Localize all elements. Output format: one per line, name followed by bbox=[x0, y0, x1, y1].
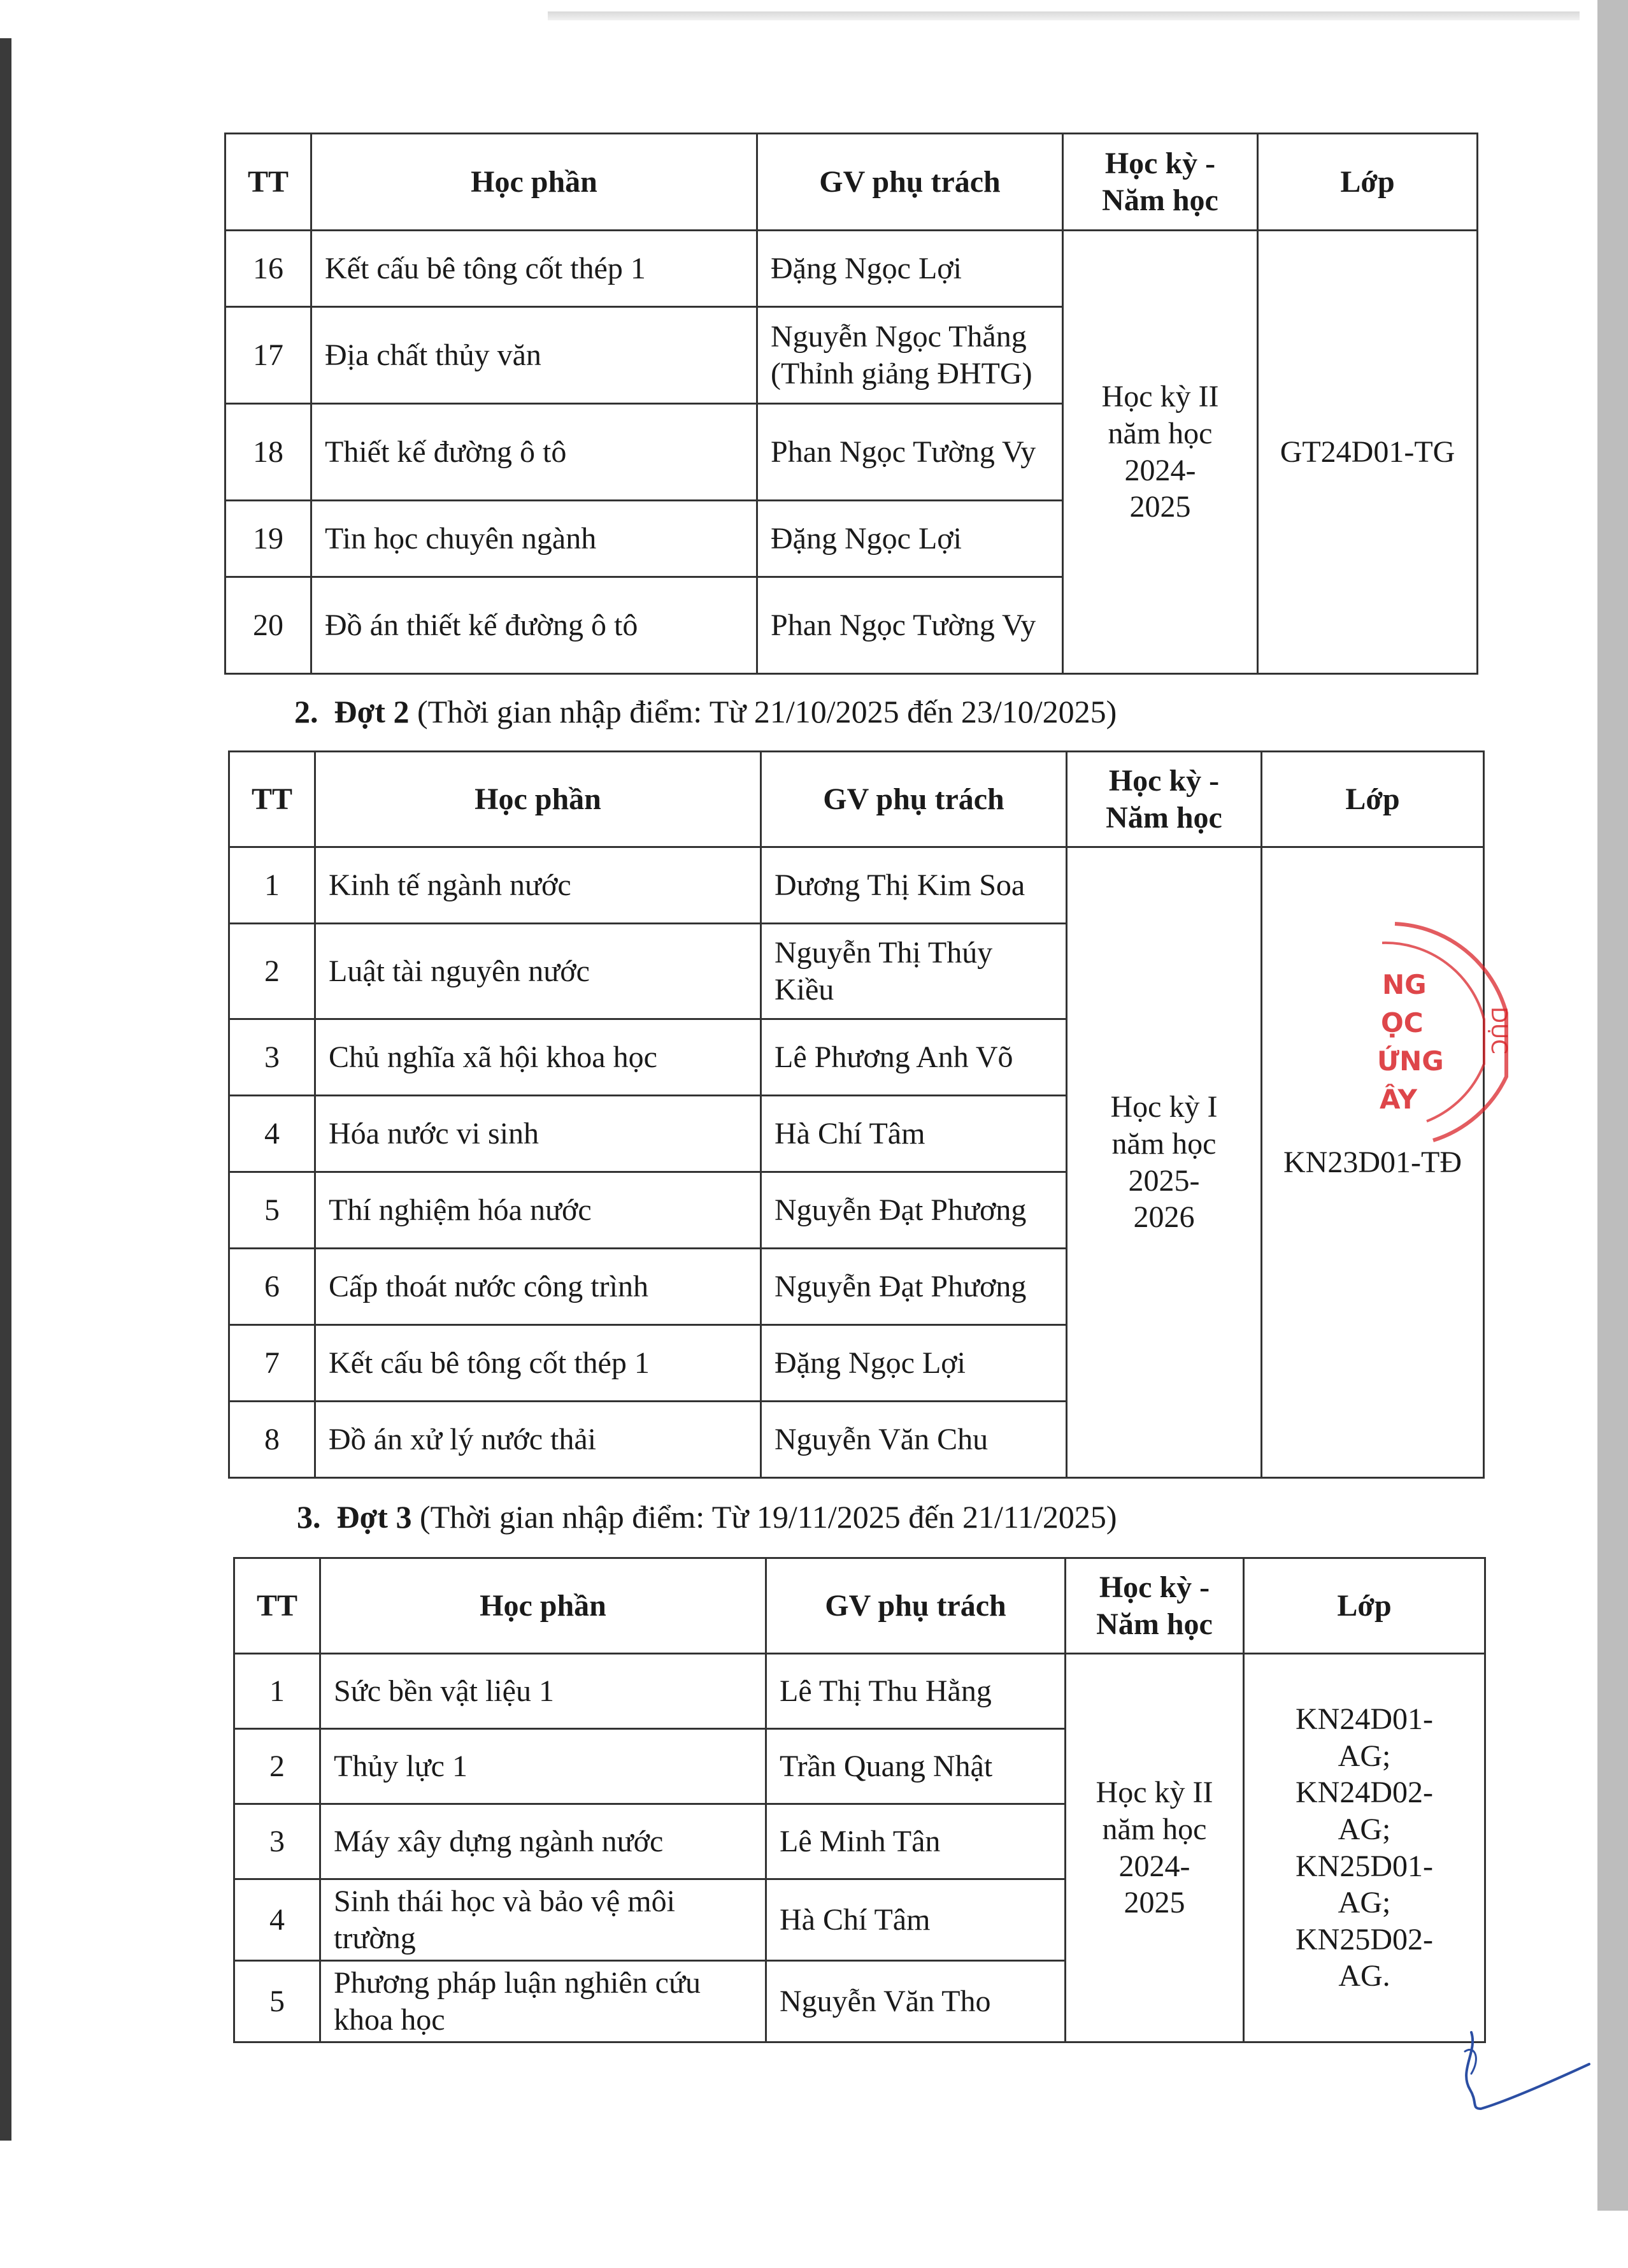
hoc-ky-cell: Học kỳ I năm học 2025-2026 bbox=[1067, 847, 1262, 1478]
row-gv: Nguyễn Thị Thúy Kiều bbox=[761, 924, 1067, 1019]
row-gv: Lê Minh Tân bbox=[766, 1804, 1066, 1879]
section-2-number: 2. bbox=[294, 694, 318, 729]
header-gv: GV phụ trách bbox=[761, 752, 1067, 847]
row-hoc-phan: Kết cấu bê tông cốt thép 1 bbox=[315, 1325, 761, 1402]
seal-text-4: ÂY bbox=[1380, 1084, 1417, 1115]
table-row bbox=[229, 847, 1484, 924]
row-gv: Dương Thị Kim Soa bbox=[761, 847, 1067, 924]
header-gv: GV phụ trách bbox=[766, 1558, 1066, 1654]
header-hoc-phan: Học phần bbox=[311, 134, 757, 231]
hoc-ky-cell: Học kỳ II năm học 2024-2025 bbox=[1066, 1654, 1244, 2042]
official-seal bbox=[1369, 911, 1522, 1153]
row-gv: Đặng Ngọc Lợi bbox=[757, 501, 1063, 577]
table-header-row bbox=[234, 1558, 1485, 1654]
table-row bbox=[234, 1654, 1485, 1729]
row-tt: 19 bbox=[225, 501, 311, 577]
section-2-detail: (Thời gian nhập điểm: Từ 21/10/2025 đến 23/10/2025) bbox=[409, 694, 1117, 729]
lop-cell: GT24D01-TG bbox=[1258, 231, 1478, 674]
table-dot-3 bbox=[233, 1557, 1486, 2043]
header-lop: Lớp bbox=[1258, 134, 1478, 231]
header-hoc-ky: Học kỳ - Năm học bbox=[1066, 1558, 1244, 1654]
row-tt: 1 bbox=[229, 847, 315, 924]
row-hoc-phan: Chủ nghĩa xã hội khoa học bbox=[315, 1019, 761, 1096]
row-hoc-phan: Thí nghiệm hóa nước bbox=[315, 1172, 761, 1249]
table-dot-1 bbox=[224, 133, 1478, 675]
section-3-number: 3. bbox=[297, 1499, 321, 1535]
header-hoc-ky: Học kỳ - Năm học bbox=[1063, 134, 1258, 231]
row-gv: Phan Ngọc Tường Vy bbox=[757, 404, 1063, 501]
row-hoc-phan: Máy xây dựng ngành nước bbox=[320, 1804, 766, 1879]
table-dot-2 bbox=[228, 750, 1485, 1479]
row-gv: Đặng Ngọc Lợi bbox=[757, 231, 1063, 307]
scan-edge-left bbox=[0, 38, 11, 2141]
section-2-heading bbox=[294, 693, 1117, 730]
row-hoc-phan: Địa chất thủy văn bbox=[311, 307, 757, 404]
lop-cell: KN24D01-AG; KN24D02-AG; KN25D01-AG; KN25D02-AG. bbox=[1244, 1654, 1485, 2042]
row-tt: 18 bbox=[225, 404, 311, 501]
section-3-detail: (Thời gian nhập điểm: Từ 19/11/2025 đến 21/11/2025) bbox=[411, 1499, 1117, 1535]
section-3-label: Đợt 3 bbox=[336, 1499, 412, 1535]
section-2-label: Đợt 2 bbox=[334, 694, 410, 729]
row-hoc-phan: Đồ án thiết kế đường ô tô bbox=[311, 577, 757, 674]
header-tt: TT bbox=[229, 752, 315, 847]
header-tt: TT bbox=[225, 134, 311, 231]
row-hoc-phan: Kết cấu bê tông cốt thép 1 bbox=[311, 231, 757, 307]
row-tt: 2 bbox=[234, 1729, 320, 1804]
table-header-row bbox=[225, 134, 1478, 231]
row-tt: 4 bbox=[229, 1096, 315, 1172]
row-gv: Nguyễn Văn Tho bbox=[766, 1961, 1066, 2042]
row-hoc-phan: Thiết kế đường ô tô bbox=[311, 404, 757, 501]
row-hoc-phan: Sức bền vật liệu 1 bbox=[320, 1654, 766, 1729]
row-hoc-phan: Phương pháp luận nghiên cứu khoa học bbox=[320, 1961, 766, 2042]
row-gv: Hà Chí Tâm bbox=[761, 1096, 1067, 1172]
row-tt: 2 bbox=[229, 924, 315, 1019]
row-tt: 3 bbox=[229, 1019, 315, 1096]
row-tt: 8 bbox=[229, 1402, 315, 1478]
row-gv: Lê Phương Anh Võ bbox=[761, 1019, 1067, 1096]
header-tt: TT bbox=[234, 1558, 320, 1654]
lop-cell: KN23D01-TĐ bbox=[1262, 847, 1484, 1478]
row-tt: 6 bbox=[229, 1249, 315, 1325]
row-gv: Nguyễn Văn Chu bbox=[761, 1402, 1067, 1478]
row-tt: 7 bbox=[229, 1325, 315, 1402]
header-hoc-phan: Học phần bbox=[320, 1558, 766, 1654]
row-tt: 17 bbox=[225, 307, 311, 404]
row-tt: 16 bbox=[225, 231, 311, 307]
seal-text-1: NG bbox=[1382, 969, 1427, 1000]
row-gv: Phan Ngọc Tường Vy bbox=[757, 577, 1063, 674]
row-tt: 1 bbox=[234, 1654, 320, 1729]
row-hoc-phan: Tin học chuyên ngành bbox=[311, 501, 757, 577]
signature bbox=[1446, 2013, 1592, 2121]
row-gv: Trần Quang Nhật bbox=[766, 1729, 1066, 1804]
table-header-row bbox=[229, 752, 1484, 847]
seal-side-text: DỤC bbox=[1486, 1007, 1511, 1054]
row-gv: Hà Chí Tâm bbox=[766, 1879, 1066, 1961]
header-lop: Lớp bbox=[1262, 752, 1484, 847]
row-hoc-phan: Sinh thái học và bảo vệ môi trường bbox=[320, 1879, 766, 1961]
row-hoc-phan: Hóa nước vi sinh bbox=[315, 1096, 761, 1172]
row-gv: Lê Thị Thu Hằng bbox=[766, 1654, 1066, 1729]
table-row bbox=[225, 231, 1478, 307]
row-hoc-phan: Luật tài nguyên nước bbox=[315, 924, 761, 1019]
row-hoc-phan: Đồ án xử lý nước thải bbox=[315, 1402, 761, 1478]
row-tt: 3 bbox=[234, 1804, 320, 1879]
header-hoc-phan: Học phần bbox=[315, 752, 761, 847]
row-tt: 5 bbox=[229, 1172, 315, 1249]
row-gv: Nguyễn Đạt Phương bbox=[761, 1172, 1067, 1249]
hoc-ky-cell: Học kỳ II năm học 2024-2025 bbox=[1063, 231, 1258, 674]
row-gv: Nguyễn Ngọc Thắng (Thỉnh giảng ĐHTG) bbox=[757, 307, 1063, 404]
row-gv: Đặng Ngọc Lợi bbox=[761, 1325, 1067, 1402]
scan-edge-right bbox=[1597, 0, 1628, 2211]
header-hoc-ky: Học kỳ - Năm học bbox=[1067, 752, 1262, 847]
scan-edge-top bbox=[548, 11, 1580, 20]
header-lop: Lớp bbox=[1244, 1558, 1485, 1654]
seal-text-2: ỌC bbox=[1381, 1007, 1424, 1038]
row-tt: 5 bbox=[234, 1961, 320, 2042]
row-hoc-phan: Thủy lực 1 bbox=[320, 1729, 766, 1804]
row-hoc-phan: Kinh tế ngành nước bbox=[315, 847, 761, 924]
section-3-heading bbox=[297, 1498, 1117, 1535]
row-hoc-phan: Cấp thoát nước công trình bbox=[315, 1249, 761, 1325]
row-gv: Nguyễn Đạt Phương bbox=[761, 1249, 1067, 1325]
row-tt: 4 bbox=[234, 1879, 320, 1961]
row-tt: 20 bbox=[225, 577, 311, 674]
header-gv: GV phụ trách bbox=[757, 134, 1063, 231]
seal-text-3: ỨNG bbox=[1377, 1045, 1444, 1077]
